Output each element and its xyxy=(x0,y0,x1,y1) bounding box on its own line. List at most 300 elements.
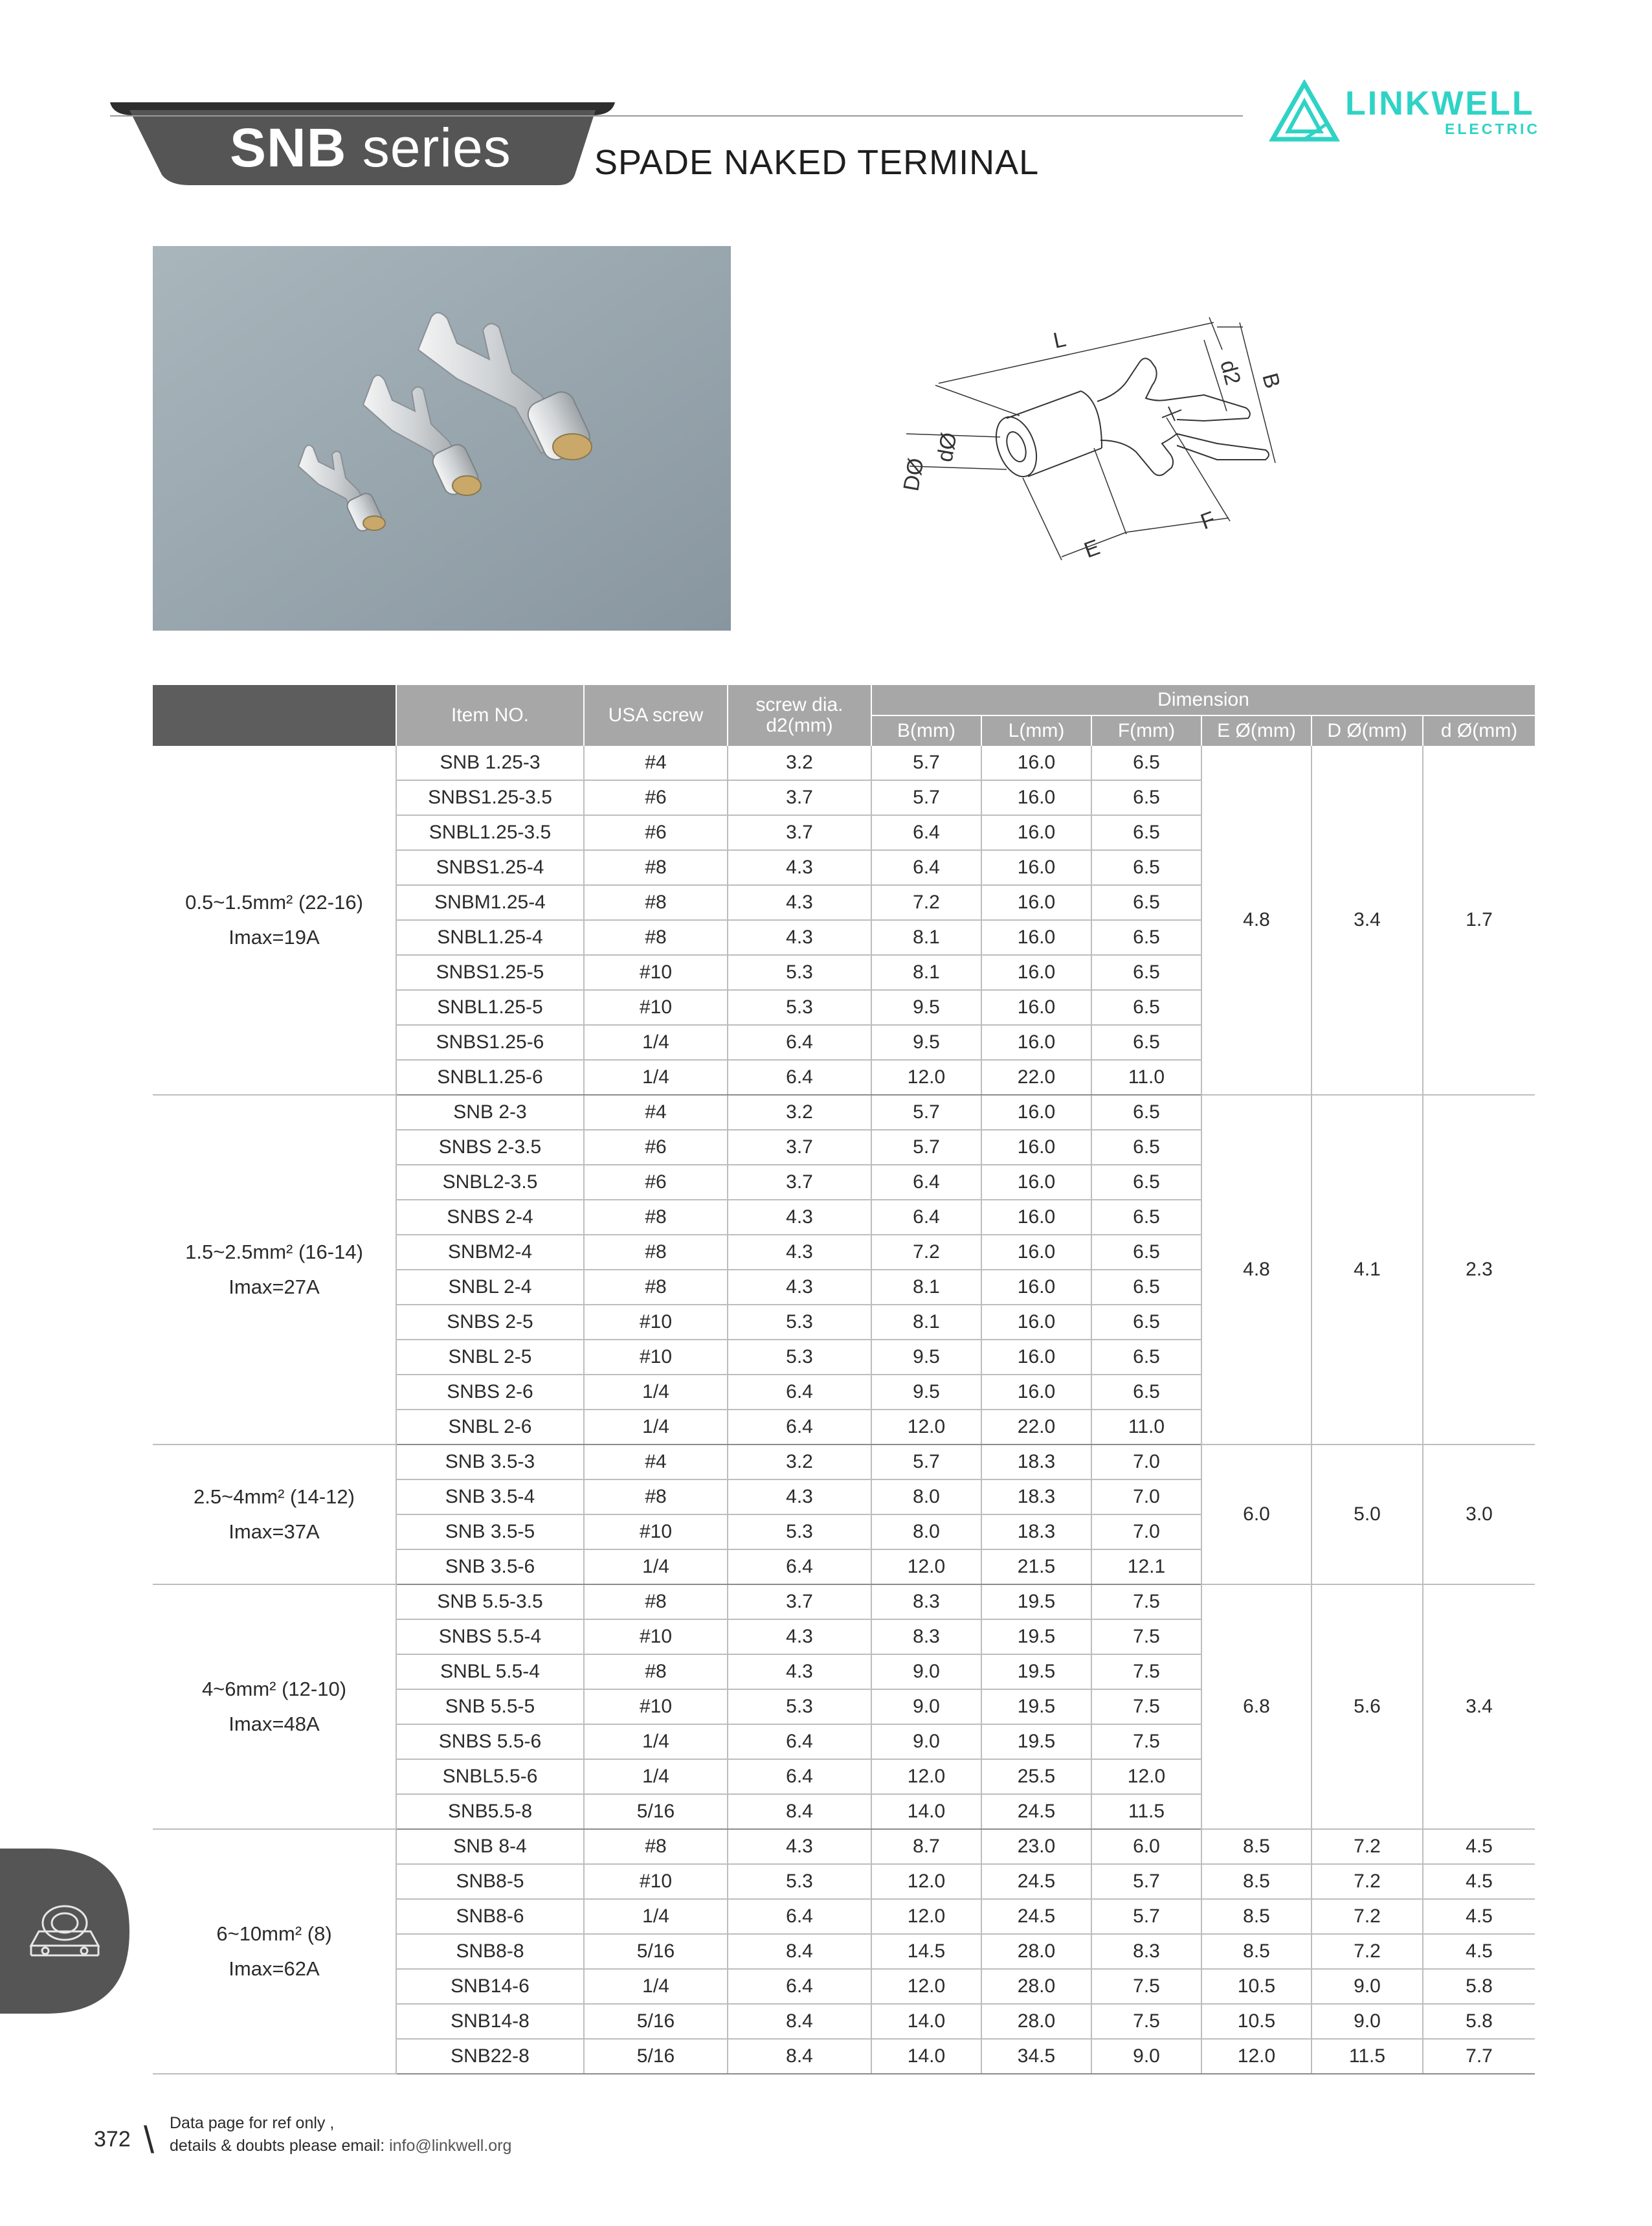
cell-item-no: SNBL1.25-6 xyxy=(396,1060,584,1095)
cell-usa-screw: 5/16 xyxy=(584,2004,728,2039)
cell-screw-dia: 3.2 xyxy=(728,746,871,780)
cell-l: 24.5 xyxy=(981,1899,1091,1934)
cell-l: 16.0 xyxy=(981,815,1091,850)
cell-item-no: SNBL 2-6 xyxy=(396,1410,584,1445)
cell-usa-screw: 1/4 xyxy=(584,1969,728,2004)
cell-b: 8.1 xyxy=(871,1305,981,1340)
cell-b: 12.0 xyxy=(871,1864,981,1899)
cell-item-no: SNBS 2-4 xyxy=(396,1200,584,1235)
imax: Imax=37A xyxy=(229,1520,320,1543)
cell-f: 6.5 xyxy=(1091,1270,1201,1305)
cell-item-no: SNB22-8 xyxy=(396,2039,584,2074)
cell-item-no: SNBS 5.5-4 xyxy=(396,1619,584,1654)
cell-screw-dia: 6.4 xyxy=(728,1060,871,1095)
cell-item-no: SNB 5.5-5 xyxy=(396,1689,584,1724)
cell-d-big: 7.2 xyxy=(1312,1864,1423,1899)
diagram-label-l: L xyxy=(1051,326,1069,354)
header-range-blank xyxy=(153,685,396,746)
diagram-label-big-d: DØ xyxy=(899,456,929,493)
cell-usa-screw: 1/4 xyxy=(584,1375,728,1410)
cell-b: 12.0 xyxy=(871,1410,981,1445)
header-d-small: d Ø(mm) xyxy=(1423,715,1535,746)
cell-e: 8.5 xyxy=(1201,1934,1312,1969)
cell-e: 8.5 xyxy=(1201,1899,1312,1934)
cell-usa-screw: #10 xyxy=(584,1619,728,1654)
cell-d-big: 7.2 xyxy=(1312,1829,1423,1864)
cell-usa-screw: #8 xyxy=(584,1654,728,1689)
cell-usa-screw: #10 xyxy=(584,1864,728,1899)
cell-f: 7.5 xyxy=(1091,2004,1201,2039)
cell-b: 8.3 xyxy=(871,1584,981,1619)
cell-item-no: SNBS1.25-5 xyxy=(396,955,584,990)
cell-e: 12.0 xyxy=(1201,2039,1312,2074)
cell-usa-screw: #10 xyxy=(584,1689,728,1724)
cell-l: 16.0 xyxy=(981,1200,1091,1235)
table-row xyxy=(153,1829,1535,1864)
cell-usa-screw: 1/4 xyxy=(584,1025,728,1060)
cell-e: 10.5 xyxy=(1201,2004,1312,2039)
product-photo xyxy=(153,246,731,631)
cell-f: 7.5 xyxy=(1091,1619,1201,1654)
cell-usa-screw: #10 xyxy=(584,990,728,1025)
cell-b: 5.7 xyxy=(871,746,981,780)
cell-usa-screw: 1/4 xyxy=(584,1899,728,1934)
cell-item-no: SNBL 2-4 xyxy=(396,1270,584,1305)
cell-b: 12.0 xyxy=(871,1060,981,1095)
cell-f: 11.0 xyxy=(1091,1060,1201,1095)
cell-b: 6.4 xyxy=(871,850,981,885)
cell-f: 5.7 xyxy=(1091,1899,1201,1934)
cell-l: 28.0 xyxy=(981,1969,1091,2004)
cell-screw-dia: 6.4 xyxy=(728,1759,871,1794)
cell-screw-dia: 6.4 xyxy=(728,1410,871,1445)
cell-d-big: 7.2 xyxy=(1312,1899,1423,1934)
cell-f: 9.0 xyxy=(1091,2039,1201,2074)
cell-screw-dia: 3.7 xyxy=(728,815,871,850)
cell-f: 6.5 xyxy=(1091,920,1201,955)
cell-b: 12.0 xyxy=(871,1969,981,2004)
cell-screw-dia: 6.4 xyxy=(728,1969,871,2004)
side-tab xyxy=(0,1849,129,2014)
cell-b: 8.0 xyxy=(871,1479,981,1514)
cell-item-no: SNB 2-3 xyxy=(396,1095,584,1130)
cell-screw-dia: 6.4 xyxy=(728,1899,871,1934)
cell-b: 14.0 xyxy=(871,2039,981,2074)
cell-f: 12.1 xyxy=(1091,1549,1201,1584)
cell-f: 6.5 xyxy=(1091,746,1201,780)
cell-b: 9.0 xyxy=(871,1724,981,1759)
header-f: F(mm) xyxy=(1091,715,1201,746)
cell-screw-dia: 4.3 xyxy=(728,850,871,885)
cell-f: 11.5 xyxy=(1091,1794,1201,1829)
cell-b: 9.0 xyxy=(871,1654,981,1689)
imax: Imax=27A xyxy=(229,1276,320,1298)
spec-table-body xyxy=(153,746,1535,2074)
cell-l: 18.3 xyxy=(981,1479,1091,1514)
cell-b: 9.5 xyxy=(871,1340,981,1375)
cell-screw-dia: 6.4 xyxy=(728,1025,871,1060)
cell-f: 6.5 xyxy=(1091,1025,1201,1060)
cell-b: 8.1 xyxy=(871,955,981,990)
cell-usa-screw: #6 xyxy=(584,1165,728,1200)
cell-b: 12.0 xyxy=(871,1759,981,1794)
cell-item-no: SNB14-6 xyxy=(396,1969,584,2004)
cell-f: 5.7 xyxy=(1091,1864,1201,1899)
cell-screw-dia: 4.3 xyxy=(728,1829,871,1864)
cell-screw-dia: 8.4 xyxy=(728,1794,871,1829)
cell-l: 24.5 xyxy=(981,1794,1091,1829)
cell-screw-dia: 3.2 xyxy=(728,1095,871,1130)
cell-item-no: SNBL 2-5 xyxy=(396,1340,584,1375)
cell-f: 6.5 xyxy=(1091,1165,1201,1200)
cell-usa-screw: #4 xyxy=(584,1095,728,1130)
cell-f: 6.5 xyxy=(1091,1375,1201,1410)
cell-usa-screw: #8 xyxy=(584,1270,728,1305)
contact-email[interactable]: info@linkwell.org xyxy=(389,2137,512,2155)
cell-f: 12.0 xyxy=(1091,1759,1201,1794)
cell-b: 5.7 xyxy=(871,1130,981,1165)
cell-screw-dia: 3.7 xyxy=(728,1584,871,1619)
wire-range-cell xyxy=(153,1095,396,1445)
cell-l: 16.0 xyxy=(981,1375,1091,1410)
cell-d-small-shared: 1.7 xyxy=(1423,746,1535,1095)
diagram-label-d2: d2 xyxy=(1215,357,1245,388)
cell-item-no: SNBM2-4 xyxy=(396,1235,584,1270)
cell-item-no: SNBL5.5-6 xyxy=(396,1759,584,1794)
cell-item-no: SNBS1.25-4 xyxy=(396,850,584,885)
cell-usa-screw: #4 xyxy=(584,746,728,780)
cell-usa-screw: 5/16 xyxy=(584,1934,728,1969)
cell-f: 7.0 xyxy=(1091,1514,1201,1549)
cell-item-no: SNB8-5 xyxy=(396,1864,584,1899)
cell-screw-dia: 5.3 xyxy=(728,1514,871,1549)
cell-item-no: SNB8-8 xyxy=(396,1934,584,1969)
imax: Imax=19A xyxy=(229,926,320,949)
cell-d-small: 7.7 xyxy=(1423,2039,1535,2074)
cell-screw-dia: 6.4 xyxy=(728,1549,871,1584)
cell-l: 16.0 xyxy=(981,1095,1091,1130)
cell-f: 7.5 xyxy=(1091,1654,1201,1689)
cell-screw-dia: 6.4 xyxy=(728,1724,871,1759)
cell-item-no: SNBS 2-6 xyxy=(396,1375,584,1410)
cell-usa-screw: #8 xyxy=(584,885,728,920)
cell-l: 16.0 xyxy=(981,1165,1091,1200)
cell-d-big-shared: 5.6 xyxy=(1312,1584,1423,1829)
cell-screw-dia: 5.3 xyxy=(728,1864,871,1899)
cell-usa-screw: #8 xyxy=(584,1829,728,1864)
diagram-label-small-d: dØ xyxy=(932,431,962,464)
header-l: L(mm) xyxy=(981,715,1091,746)
cell-b: 7.2 xyxy=(871,1235,981,1270)
cell-screw-dia: 3.7 xyxy=(728,780,871,815)
cell-l: 28.0 xyxy=(981,1934,1091,1969)
cell-f: 6.5 xyxy=(1091,1200,1201,1235)
wire-range: 2.5~4mm² (14-12) xyxy=(194,1485,355,1508)
cell-l: 23.0 xyxy=(981,1829,1091,1864)
cell-f: 7.5 xyxy=(1091,1969,1201,2004)
cell-usa-screw: #6 xyxy=(584,815,728,850)
cell-usa-screw: #10 xyxy=(584,1514,728,1549)
cell-screw-dia: 5.3 xyxy=(728,1305,871,1340)
cell-f: 6.0 xyxy=(1091,1829,1201,1864)
cell-d-small: 4.5 xyxy=(1423,1899,1535,1934)
wire-range-cell xyxy=(153,1829,396,2074)
spec-table xyxy=(153,685,1535,2074)
cell-usa-screw: #8 xyxy=(584,920,728,955)
page-subtitle: SPADE NAKED TERMINAL xyxy=(594,143,1040,182)
cell-l: 16.0 xyxy=(981,920,1091,955)
cell-f: 6.5 xyxy=(1091,780,1201,815)
cell-item-no: SNBS1.25-3.5 xyxy=(396,780,584,815)
cell-d-big-shared: 5.0 xyxy=(1312,1445,1423,1584)
cell-item-no: SNBL1.25-3.5 xyxy=(396,815,584,850)
cell-f: 7.0 xyxy=(1091,1479,1201,1514)
imax: Imax=48A xyxy=(229,1713,320,1735)
cell-d-small: 5.8 xyxy=(1423,1969,1535,2004)
cell-usa-screw: 1/4 xyxy=(584,1410,728,1445)
header-b: B(mm) xyxy=(871,715,981,746)
cell-item-no: SNB 3.5-6 xyxy=(396,1549,584,1584)
cell-usa-screw: #8 xyxy=(584,1200,728,1235)
cell-screw-dia: 4.3 xyxy=(728,885,871,920)
cell-d-big: 7.2 xyxy=(1312,1934,1423,1969)
cell-b: 9.5 xyxy=(871,1025,981,1060)
table-row xyxy=(153,1445,1535,1479)
cell-screw-dia: 5.3 xyxy=(728,1689,871,1724)
cell-item-no: SNB5.5-8 xyxy=(396,1794,584,1829)
cell-f: 6.5 xyxy=(1091,1095,1201,1130)
cell-usa-screw: 1/4 xyxy=(584,1549,728,1584)
header-item-no: Item NO. xyxy=(396,685,584,746)
cell-usa-screw: 5/16 xyxy=(584,1794,728,1829)
linkwell-triangle-logo-icon xyxy=(1269,80,1340,151)
cell-item-no: SNBL1.25-5 xyxy=(396,990,584,1025)
cell-l: 16.0 xyxy=(981,1340,1091,1375)
cell-f: 6.5 xyxy=(1091,990,1201,1025)
cell-d-big-shared: 3.4 xyxy=(1312,746,1423,1095)
cell-l: 18.3 xyxy=(981,1445,1091,1479)
wire-range: 4~6mm² (12-10) xyxy=(201,1678,347,1700)
cell-item-no: SNB 8-4 xyxy=(396,1829,584,1864)
cell-l: 16.0 xyxy=(981,1305,1091,1340)
cell-b: 7.2 xyxy=(871,885,981,920)
cell-d-small-shared: 3.0 xyxy=(1423,1445,1535,1584)
cell-b: 14.0 xyxy=(871,1794,981,1829)
cell-item-no: SNB 3.5-3 xyxy=(396,1445,584,1479)
cell-usa-screw: #8 xyxy=(584,1479,728,1514)
cell-screw-dia: 8.4 xyxy=(728,1934,871,1969)
cell-screw-dia: 3.2 xyxy=(728,1445,871,1479)
cell-d-big: 11.5 xyxy=(1312,2039,1423,2074)
cell-l: 34.5 xyxy=(981,2039,1091,2074)
cell-usa-screw: 5/16 xyxy=(584,2039,728,2074)
cell-b: 8.0 xyxy=(871,1514,981,1549)
cell-screw-dia: 8.4 xyxy=(728,2004,871,2039)
header-dimension: Dimension xyxy=(871,685,1535,715)
cell-d-small-shared: 2.3 xyxy=(1423,1095,1535,1445)
cell-l: 16.0 xyxy=(981,746,1091,780)
cell-item-no: SNBL 5.5-4 xyxy=(396,1654,584,1689)
cell-b: 5.7 xyxy=(871,1445,981,1479)
cell-l: 16.0 xyxy=(981,1130,1091,1165)
cell-l: 19.5 xyxy=(981,1584,1091,1619)
cell-b: 9.5 xyxy=(871,1375,981,1410)
cell-f: 7.5 xyxy=(1091,1584,1201,1619)
cell-item-no: SNB8-6 xyxy=(396,1899,584,1934)
cell-b: 12.0 xyxy=(871,1899,981,1934)
cell-l: 28.0 xyxy=(981,2004,1091,2039)
cell-item-no: SNB 1.25-3 xyxy=(396,746,584,780)
cell-b: 14.5 xyxy=(871,1934,981,1969)
cell-f: 11.0 xyxy=(1091,1410,1201,1445)
cell-b: 8.1 xyxy=(871,920,981,955)
cell-screw-dia: 3.7 xyxy=(728,1165,871,1200)
cell-d-small: 4.5 xyxy=(1423,1934,1535,1969)
cell-f: 6.5 xyxy=(1091,850,1201,885)
cell-b: 8.3 xyxy=(871,1619,981,1654)
cell-l: 18.3 xyxy=(981,1514,1091,1549)
table-row xyxy=(153,746,1535,780)
cell-item-no: SNBL1.25-4 xyxy=(396,920,584,955)
cell-l: 24.5 xyxy=(981,1864,1091,1899)
cell-b: 8.7 xyxy=(871,1829,981,1864)
cell-f: 7.5 xyxy=(1091,1689,1201,1724)
cell-usa-screw: 1/4 xyxy=(584,1759,728,1794)
cell-usa-screw: #8 xyxy=(584,850,728,885)
cell-d-small-shared: 3.4 xyxy=(1423,1584,1535,1829)
cell-d-big-shared: 4.1 xyxy=(1312,1095,1423,1445)
cell-item-no: SNBS 5.5-6 xyxy=(396,1724,584,1759)
cell-d-small: 5.8 xyxy=(1423,2004,1535,2039)
cell-f: 6.5 xyxy=(1091,1305,1201,1340)
cell-e-shared: 6.0 xyxy=(1201,1445,1312,1584)
cell-l: 16.0 xyxy=(981,885,1091,920)
cell-item-no: SNB 5.5-3.5 xyxy=(396,1584,584,1619)
footer-divider: \ xyxy=(144,2119,155,2161)
cell-b: 5.7 xyxy=(871,780,981,815)
header-d-big: D Ø(mm) xyxy=(1312,715,1423,746)
dimension-diagram xyxy=(867,304,1372,576)
cell-l: 16.0 xyxy=(981,850,1091,885)
footer-note-line2: details & doubts please email: info@linkwell.org xyxy=(170,2137,512,2155)
series-title: SNB series xyxy=(230,117,511,178)
cell-e-shared: 4.8 xyxy=(1201,1095,1312,1445)
cell-f: 6.5 xyxy=(1091,815,1201,850)
header-e: E Ø(mm) xyxy=(1201,715,1312,746)
header-screw-dia: screw dia. d2(mm) xyxy=(728,685,871,746)
cell-e: 8.5 xyxy=(1201,1864,1312,1899)
cell-l: 16.0 xyxy=(981,1235,1091,1270)
cell-usa-screw: #6 xyxy=(584,1130,728,1165)
cell-l: 21.5 xyxy=(981,1549,1091,1584)
cell-b: 12.0 xyxy=(871,1549,981,1584)
diagram-label-b: B xyxy=(1257,370,1285,391)
cell-usa-screw: #8 xyxy=(584,1235,728,1270)
cell-b: 6.4 xyxy=(871,1200,981,1235)
cell-l: 19.5 xyxy=(981,1724,1091,1759)
wire-range: 6~10mm² (8) xyxy=(216,1922,332,1945)
cell-f: 7.5 xyxy=(1091,1724,1201,1759)
cell-f: 6.5 xyxy=(1091,1340,1201,1375)
cell-b: 14.0 xyxy=(871,2004,981,2039)
cell-usa-screw: 1/4 xyxy=(584,1060,728,1095)
wire-range-cell xyxy=(153,746,396,1095)
cell-f: 6.5 xyxy=(1091,1130,1201,1165)
cell-e: 10.5 xyxy=(1201,1969,1312,2004)
wire-range-cell xyxy=(153,1445,396,1584)
cell-usa-screw: #8 xyxy=(584,1584,728,1619)
imax: Imax=62A xyxy=(229,1957,320,1980)
cell-f: 6.5 xyxy=(1091,1235,1201,1270)
cell-screw-dia: 5.3 xyxy=(728,1340,871,1375)
diagram-label-f: F xyxy=(1197,506,1219,535)
cell-f: 7.0 xyxy=(1091,1445,1201,1479)
cell-screw-dia: 5.3 xyxy=(728,955,871,990)
cell-screw-dia: 4.3 xyxy=(728,1270,871,1305)
footer-note-line1: Data page for ref only , xyxy=(170,2114,335,2132)
cell-item-no: SNB 3.5-5 xyxy=(396,1514,584,1549)
cell-item-no: SNBL2-3.5 xyxy=(396,1165,584,1200)
cell-usa-screw: #6 xyxy=(584,780,728,815)
cell-l: 19.5 xyxy=(981,1689,1091,1724)
cell-b: 9.0 xyxy=(871,1689,981,1724)
cell-l: 16.0 xyxy=(981,990,1091,1025)
cell-screw-dia: 8.4 xyxy=(728,2039,871,2074)
wire-range: 1.5~2.5mm² (16-14) xyxy=(185,1241,363,1263)
cell-l: 19.5 xyxy=(981,1619,1091,1654)
table-row xyxy=(153,1584,1535,1619)
cell-screw-dia: 4.3 xyxy=(728,1654,871,1689)
cell-usa-screw: #10 xyxy=(584,955,728,990)
cell-item-no: SNBS1.25-6 xyxy=(396,1025,584,1060)
cell-usa-screw: #10 xyxy=(584,1305,728,1340)
cell-item-no: SNB 3.5-4 xyxy=(396,1479,584,1514)
cell-screw-dia: 3.7 xyxy=(728,1130,871,1165)
logo-subtext: ELECTRIC xyxy=(1445,120,1540,137)
table-row xyxy=(153,1095,1535,1130)
cell-screw-dia: 4.3 xyxy=(728,1619,871,1654)
cell-b: 9.5 xyxy=(871,990,981,1025)
brand-logo xyxy=(1269,76,1541,154)
wire-range-cell xyxy=(153,1584,396,1829)
cell-b: 8.1 xyxy=(871,1270,981,1305)
wire-range: 0.5~1.5mm² (22-16) xyxy=(185,891,363,914)
cell-l: 16.0 xyxy=(981,1025,1091,1060)
cell-d-small: 4.5 xyxy=(1423,1864,1535,1899)
cell-usa-screw: #10 xyxy=(584,1340,728,1375)
cell-screw-dia: 6.4 xyxy=(728,1375,871,1410)
cell-d-big: 9.0 xyxy=(1312,1969,1423,2004)
cell-l: 16.0 xyxy=(981,780,1091,815)
logo-name: LINKWELL xyxy=(1345,85,1535,122)
cell-f: 6.5 xyxy=(1091,955,1201,990)
cell-l: 22.0 xyxy=(981,1060,1091,1095)
cell-f: 8.3 xyxy=(1091,1934,1201,1969)
cell-l: 25.5 xyxy=(981,1759,1091,1794)
cell-item-no: SNB14-8 xyxy=(396,2004,584,2039)
cell-e-shared: 4.8 xyxy=(1201,746,1312,1095)
cell-b: 6.4 xyxy=(871,1165,981,1200)
page-number: 372 xyxy=(94,2127,131,2152)
cell-l: 22.0 xyxy=(981,1410,1091,1445)
diagram-label-e: E xyxy=(1080,535,1104,563)
cell-e-shared: 6.8 xyxy=(1201,1584,1312,1829)
cell-item-no: SNBS 2-3.5 xyxy=(396,1130,584,1165)
cell-screw-dia: 4.3 xyxy=(728,920,871,955)
cell-l: 19.5 xyxy=(981,1654,1091,1689)
cell-usa-screw: #4 xyxy=(584,1445,728,1479)
header-usa-screw: USA screw xyxy=(584,685,728,746)
